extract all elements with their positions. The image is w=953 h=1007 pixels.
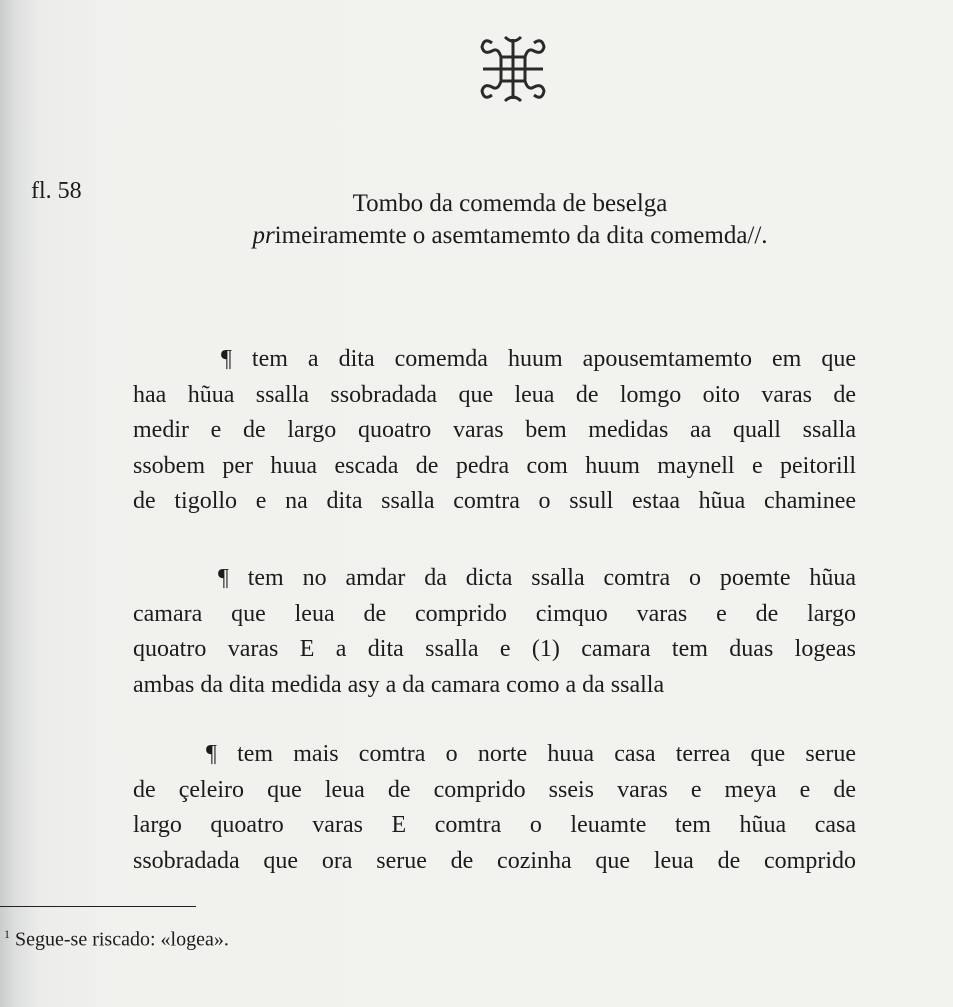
text-line: ssobradada que ora serue de cozinha que leua de comprido bbox=[133, 847, 856, 874]
footnote bbox=[4, 927, 229, 952]
footnote-text: Segue-se riscado: «logea». bbox=[15, 928, 229, 951]
text-line: quoatro varas E a dita ssalla e (1) camara tem duas logeas bbox=[133, 636, 856, 662]
paragraph-3 bbox=[133, 737, 856, 879]
paragraph-1 bbox=[133, 342, 856, 520]
text-line: ¶ tem no amdar da dicta ssalla comtra o poemte hũua bbox=[218, 565, 856, 591]
text-line: largo quoatro varas E comtra o leuamte tem hũua casa bbox=[133, 812, 856, 838]
cross-ornament-icon bbox=[478, 33, 548, 105]
text-line: ambas da dita medida asy a da camara como a da ssalla bbox=[133, 671, 665, 698]
footnote-divider bbox=[0, 906, 196, 907]
text-line: de tigollo e na dita ssalla comtra o ssull estaa hũua chaminee bbox=[133, 488, 856, 514]
footnote-marker: 1 bbox=[4, 927, 10, 941]
document-title: Tombo da comemda de beselga bbox=[352, 190, 668, 217]
text-line: ¶ tem mais comtra o norte huua casa terrea que serue bbox=[206, 741, 856, 767]
document-subtitle: primeiramemte o asemtamemto da dita comemda//. bbox=[252, 222, 768, 249]
text-line: medir e de largo quoatro varas bem medidas aa quall ssalla bbox=[133, 417, 856, 443]
text-line: camara que leua de comprido cimquo varas e de largo bbox=[133, 600, 856, 627]
folio-number: fl. 58 bbox=[31, 178, 82, 204]
text-line: haa hũua ssalla ssobradada que leua de lomgo oito varas de bbox=[133, 381, 856, 408]
text-line: ¶ tem a dita comemda huum apousemtamemto em que bbox=[221, 346, 856, 372]
text-line: de çeleiro que leua de comprido sseis varas e meya e de bbox=[133, 776, 856, 803]
paragraph-2 bbox=[133, 561, 856, 703]
text-line: ssobem per huua escada de pedra com huum maynell e peitorill bbox=[133, 452, 856, 479]
